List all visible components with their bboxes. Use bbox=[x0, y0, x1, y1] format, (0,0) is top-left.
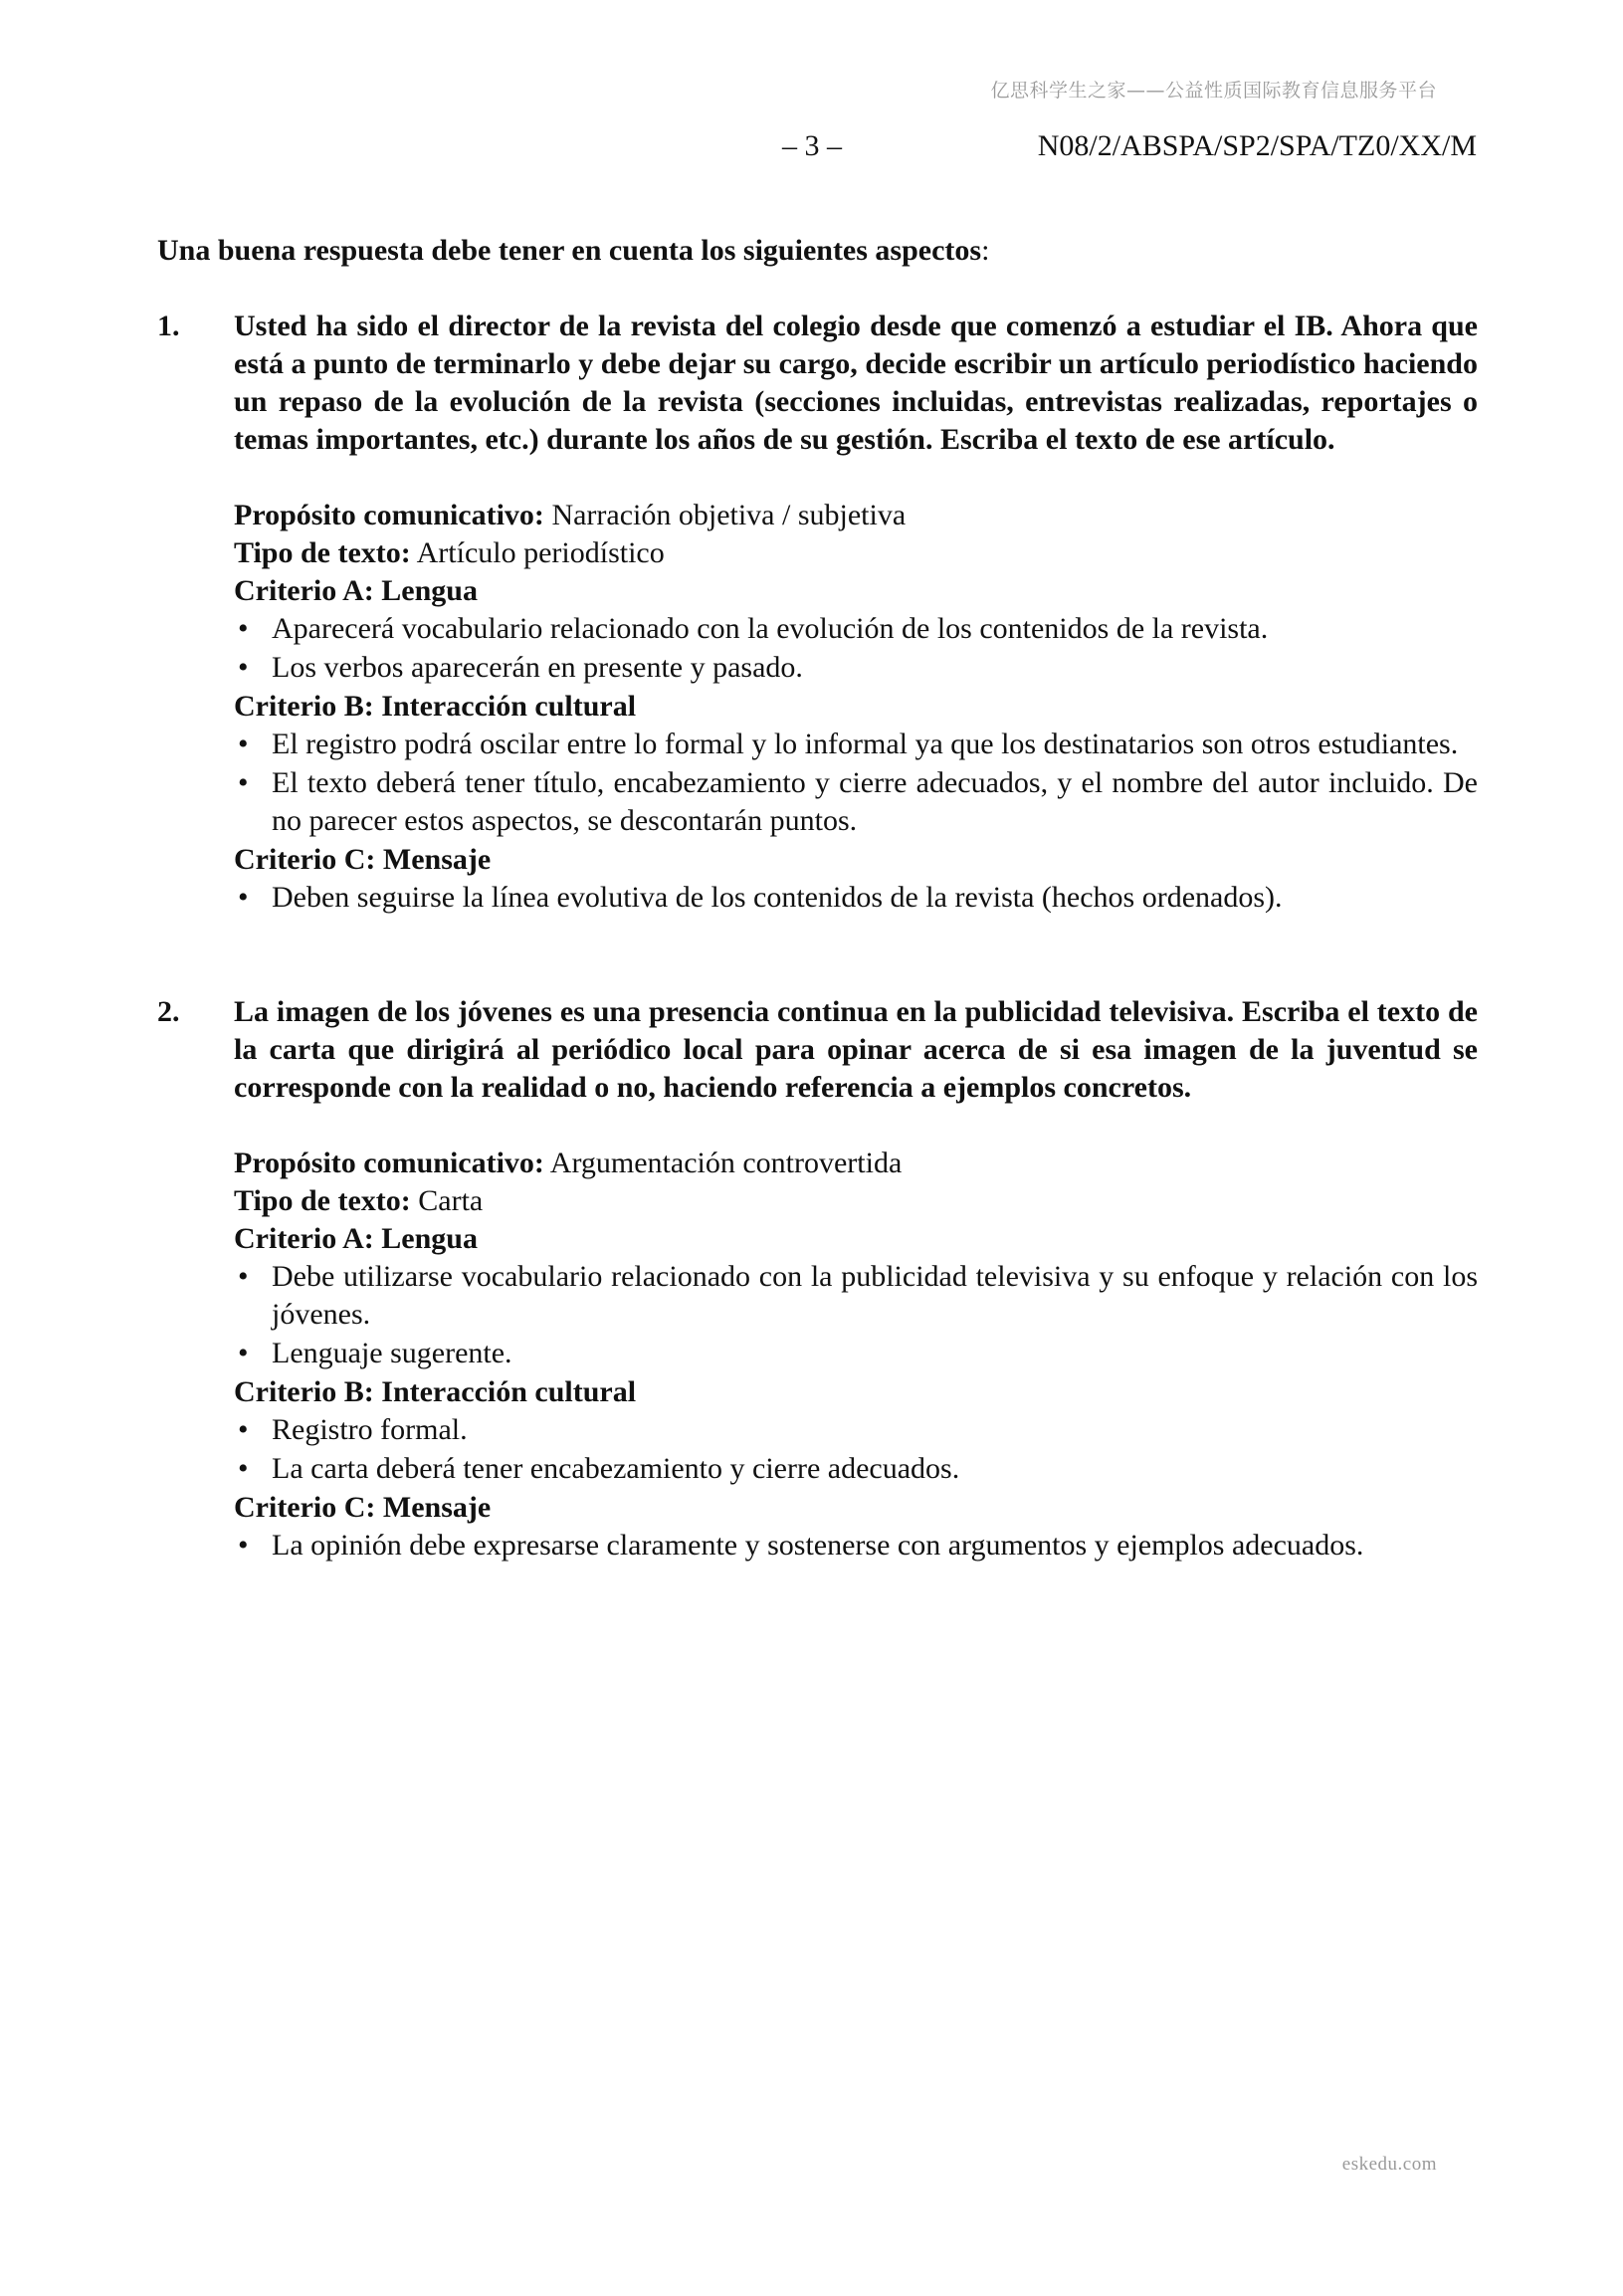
criterion-b-list bbox=[234, 1411, 1478, 1488]
list-item-text: Deben seguirse la línea evolutiva de los contenidos de la revista (hechos ordenados). bbox=[272, 881, 1283, 914]
list-item bbox=[234, 649, 1478, 687]
purpose-label: Propósito comunicativo: bbox=[234, 1147, 544, 1179]
criterion-a-heading: Criterio A: Lengua bbox=[234, 574, 478, 607]
list-item-text: El texto deberá tener título, encabezamiento y cierre adecuados, y el nombre del autor incluido. De no parecer estos aspectos, se descontarán puntos. bbox=[272, 766, 1478, 837]
text-type-line bbox=[234, 534, 1478, 572]
list-item-text: La carta deberá tener encabezamiento y cierre adecuados. bbox=[272, 1452, 960, 1485]
list-item-text: Lenguaje sugerente. bbox=[272, 1337, 512, 1369]
list-item bbox=[234, 879, 1478, 917]
list-item bbox=[234, 1411, 1478, 1449]
bullet-icon: • bbox=[238, 1413, 249, 1446]
bullet-icon: • bbox=[238, 1529, 249, 1562]
document-body bbox=[157, 232, 1478, 1565]
criterion-c-list bbox=[234, 879, 1478, 917]
purpose-label: Propósito comunicativo: bbox=[234, 499, 544, 531]
text-type-line bbox=[234, 1182, 1478, 1220]
list-item bbox=[234, 1527, 1478, 1565]
criterion-a-list bbox=[234, 1258, 1478, 1372]
list-item-text: Aparecerá vocabulario relacionado con la evolución de los contenidos de la revista. bbox=[272, 612, 1269, 645]
question-body bbox=[234, 993, 1478, 1565]
section-spacer bbox=[157, 918, 1478, 993]
bullet-icon: • bbox=[238, 766, 249, 799]
header-watermark: 亿思科学生之家——公益性质国际教育信息服务平台 bbox=[990, 80, 1437, 102]
purpose-value: Argumentación controvertida bbox=[543, 1147, 903, 1179]
question-text: Usted ha sido el director de la revista del colegio desde que comenzó a estudiar el IB. Ahora que está a punto de terminarlo y debe dejar su cargo, decide escribir un artículo periodístico haciendo un repaso de la evolución de la revista (secciones incluidas, entrevistas realizadas, reportajes o temas importantes, etc.) durante los años de su gestión. Escriba el texto de ese artículo. bbox=[234, 310, 1478, 456]
list-item-text: Registro formal. bbox=[272, 1413, 468, 1446]
text-type-value: Artículo periodístico bbox=[410, 536, 665, 569]
question-1 bbox=[157, 308, 1478, 918]
purpose-value: Narración objetiva / subjetiva bbox=[543, 499, 907, 531]
bullet-icon: • bbox=[238, 651, 249, 684]
criterion-c-heading: Criterio C: Mensaje bbox=[234, 843, 492, 876]
criterion-c-list bbox=[234, 1527, 1478, 1565]
bullet-icon: • bbox=[238, 1260, 249, 1293]
intro-line bbox=[157, 232, 1478, 270]
question-body bbox=[234, 308, 1478, 918]
criterion-b-heading: Criterio B: Interacción cultural bbox=[234, 1375, 637, 1408]
criterion-c-heading: Criterio C: Mensaje bbox=[234, 1491, 492, 1524]
question-2 bbox=[157, 993, 1478, 1565]
bullet-icon: • bbox=[238, 1452, 249, 1485]
bullet-icon: • bbox=[238, 612, 249, 645]
criterion-a-heading: Criterio A: Lengua bbox=[234, 1222, 478, 1255]
criterion-a-list bbox=[234, 610, 1478, 687]
bullet-icon: • bbox=[238, 728, 249, 760]
bullet-icon: • bbox=[238, 1337, 249, 1369]
criterion-b-heading: Criterio B: Interacción cultural bbox=[234, 690, 637, 723]
list-item-text: Debe utilizarse vocabulario relacionado con la publicidad televisiva y su enfoque y relación con los jóvenes. bbox=[272, 1260, 1478, 1331]
list-item bbox=[234, 1335, 1478, 1372]
list-item-text: El registro podrá oscilar entre lo formal y lo informal ya que los destinatarios son otros estudiantes. bbox=[272, 728, 1459, 760]
list-item-text: La opinión debe expresarse claramente y sostenerse con argumentos y ejemplos adecuados. bbox=[272, 1529, 1364, 1562]
list-item bbox=[234, 726, 1478, 763]
purpose-line bbox=[234, 1145, 1478, 1182]
text-type-label: Tipo de texto: bbox=[234, 1184, 411, 1217]
question-text: La imagen de los jóvenes es una presencia continua en la publicidad televisiva. Escriba el texto de la carta que dirigirá al periódico local para opinar acerca de si esa imagen de la juventud se corresponde con la realidad o no, haciendo referencia a ejemplos concretos. bbox=[234, 995, 1478, 1104]
document-code: N08/2/ABSPA/SP2/SPA/TZ0/XX/M bbox=[1037, 129, 1477, 162]
page-number: – 3 – bbox=[782, 129, 842, 162]
purpose-line bbox=[234, 497, 1478, 534]
list-item bbox=[234, 764, 1478, 840]
list-item-text: Los verbos aparecerán en presente y pasado. bbox=[272, 651, 803, 684]
list-item bbox=[234, 610, 1478, 648]
text-type-label: Tipo de texto: bbox=[234, 536, 411, 569]
bullet-icon: • bbox=[238, 881, 249, 914]
text-type-value: Carta bbox=[410, 1184, 484, 1217]
criterion-b-list bbox=[234, 726, 1478, 840]
intro-tail: : bbox=[981, 234, 990, 267]
question-number: 1. bbox=[157, 310, 180, 342]
list-item bbox=[234, 1258, 1478, 1334]
intro-bold: Una buena respuesta debe tener en cuenta los siguientes aspectos bbox=[157, 234, 982, 267]
list-item bbox=[234, 1450, 1478, 1488]
footer-watermark: eskedu.com bbox=[1341, 2154, 1437, 2175]
question-number: 2. bbox=[157, 995, 180, 1028]
